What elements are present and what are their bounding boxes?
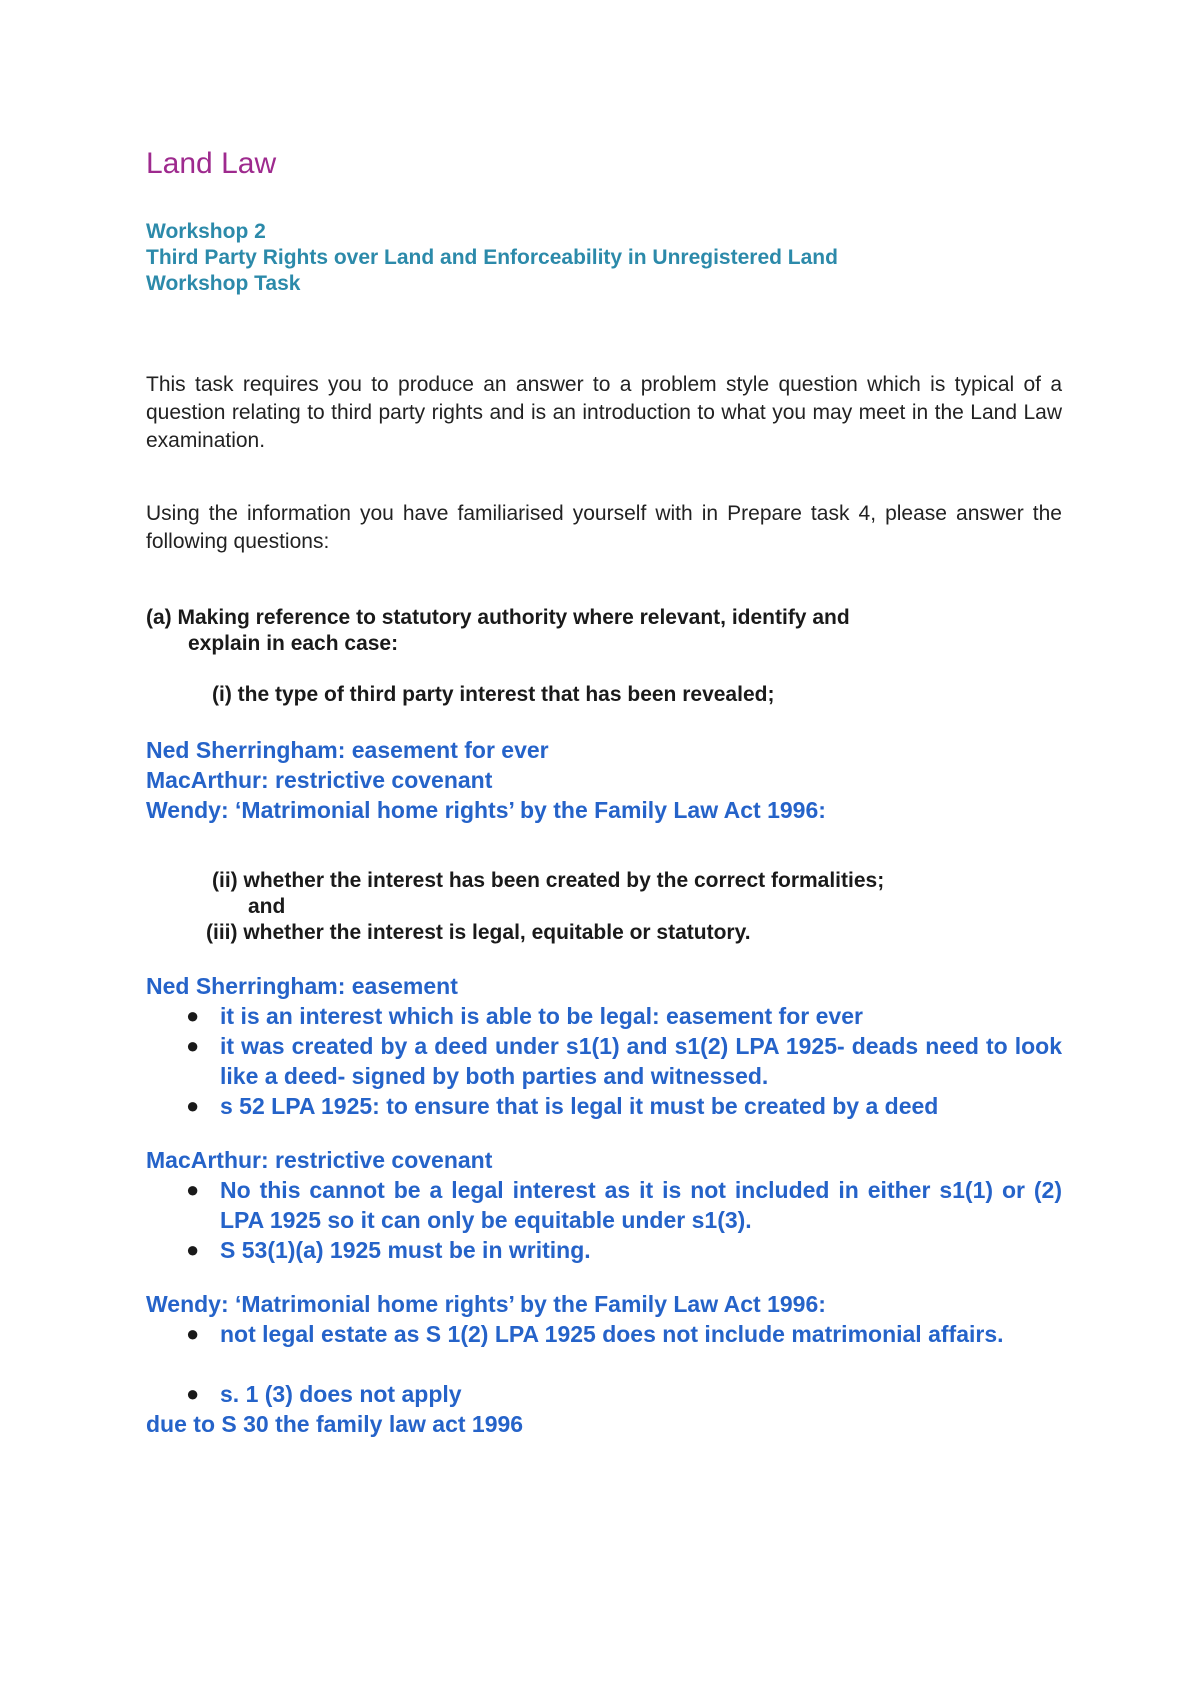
question-part-ii-line2: and xyxy=(248,895,286,918)
list-item xyxy=(146,1175,1062,1235)
instruction-paragraph: Using the information you have familiarised yourself with in Prepare task 4, please answer the following questions: xyxy=(146,502,1062,553)
answer-macarthur: MacArthur: restrictive covenant xyxy=(146,767,493,793)
answer-ned: Ned Sherringham: easement for ever xyxy=(146,737,549,763)
question-part-ii-line1: (ii) whether the interest has been created by the correct formalities; xyxy=(212,869,885,892)
list-item xyxy=(146,1031,1062,1091)
wendy-heading: Wendy: ‘Matrimonial home rights’ by the Family Law Act 1996: xyxy=(146,1291,826,1317)
ned-bullet-2: it was created by a deed under s1(1) and s1(2) LPA 1925- deads need to look like a deed- signed by both parties and witnessed. xyxy=(220,1033,1062,1089)
wendy-bullet-1: not legal estate as S 1(2) LPA 1925 does not include matrimonial affairs. xyxy=(220,1321,1004,1347)
question-a-line1: (a) Making reference to statutory authority where relevant, identify and xyxy=(146,606,850,629)
document-title: Land Law xyxy=(146,147,277,180)
list-item xyxy=(146,1319,1062,1379)
bullet-icon: ● xyxy=(186,1381,200,1406)
wendy-closing: due to S 30 the family law act 1996 xyxy=(146,1411,524,1437)
macarthur-bullet-1: No this cannot be a legal interest as it is not included in either s1(1) or (2) LPA 1925 so it can only be equitable under s1(3). xyxy=(220,1177,1062,1233)
question-a-line2: explain in each case: xyxy=(188,632,399,655)
ned-bullet-1: it is an interest which is able to be legal: easement for ever xyxy=(220,1003,863,1029)
bullet-icon: ● xyxy=(186,1177,200,1202)
macarthur-bullet-2: S 53(1)(a) 1925 must be in writing. xyxy=(220,1237,591,1263)
workshop-task-label: Workshop Task xyxy=(146,272,301,295)
bullet-icon: ● xyxy=(186,1321,200,1346)
bullet-icon: ● xyxy=(186,1237,200,1262)
bullet-icon: ● xyxy=(186,1033,200,1058)
bullet-icon: ● xyxy=(186,1003,200,1028)
bullet-icon: ● xyxy=(186,1093,200,1118)
wendy-bullet-2: s. 1 (3) does not apply xyxy=(220,1381,462,1407)
intro-paragraph: This task requires you to produce an answer to a problem style question which is typical of a question relating to third party rights and is an introduction to what you may meet in the Land Law examination. xyxy=(146,373,1062,452)
workshop-subtitle: Third Party Rights over Land and Enforceability in Unregistered Land xyxy=(146,246,838,269)
question-part-i: (i) the type of third party interest that has been revealed; xyxy=(212,683,775,706)
ned-bullet-3: s 52 LPA 1925: to ensure that is legal it must be created by a deed xyxy=(220,1093,939,1119)
ned-heading: Ned Sherringham: easement xyxy=(146,973,458,999)
question-part-iii: (iii) whether the interest is legal, equitable or statutory. xyxy=(206,921,751,944)
answer-wendy: Wendy: ‘Matrimonial home rights’ by the Family Law Act 1996: xyxy=(146,797,826,823)
workshop-number: Workshop 2 xyxy=(146,220,266,243)
macarthur-heading: MacArthur: restrictive covenant xyxy=(146,1147,493,1173)
